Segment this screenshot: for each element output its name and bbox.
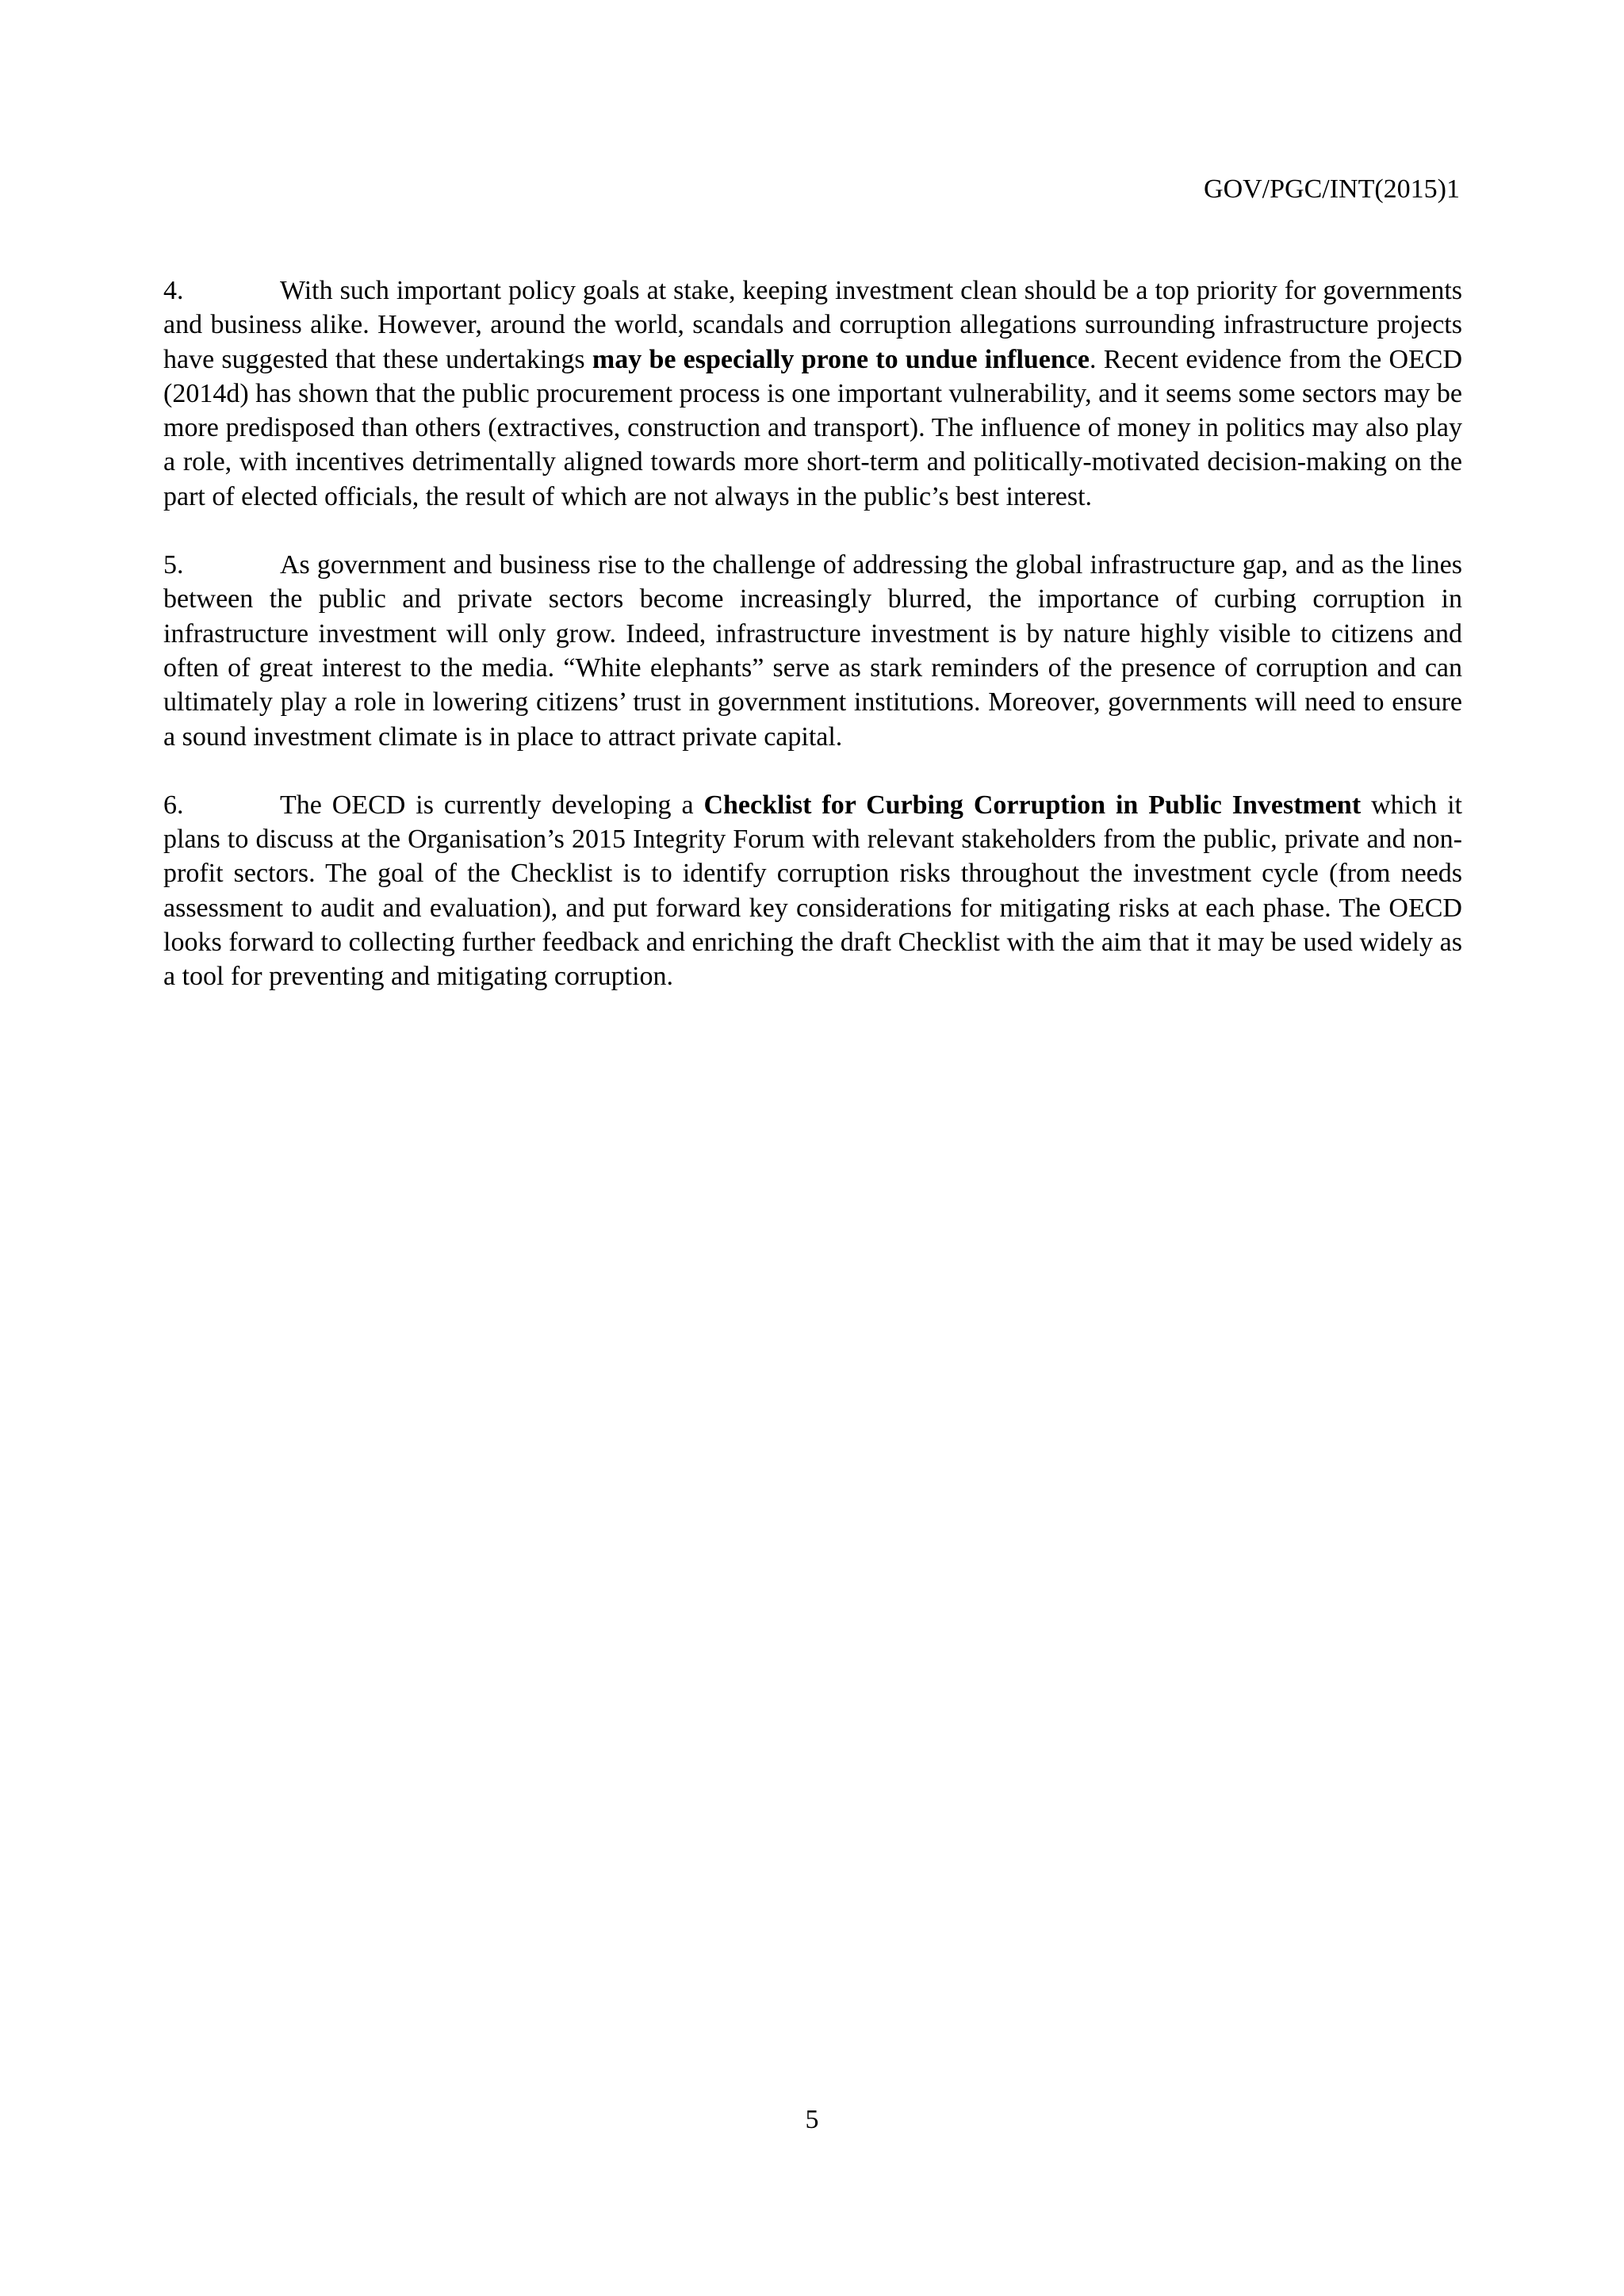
paragraph-number: 4. <box>163 276 184 305</box>
paragraph-text: As government and business rise to the challenge of addressing the global infrastructure gap, and as the lines between the public and private sectors become increasingly blurred, the importance of curbing corruption in infrastructure investment will only grow. Indeed, infrastructure investment is by nature highly visible to citizens and often of great interest to the media. “White elephants” serve as stark reminders of the presence of corruption and can ultimately play a role in lowering citizens’ trust in government institutions. Moreover, governments will need to ensure a sound investment climate is in place to attract private capital. <box>163 550 1462 752</box>
paragraph-bold-text: Checklist for Curbing Corruption in Public Investment <box>703 790 1362 820</box>
paragraph-bold-text: may be especially prone to undue influence <box>592 344 1090 374</box>
paragraph-text: . Recent evidence from the OECD (2014d) has shown that the public procurement process is one important vulnerability, and it seems some sectors may be more predisposed than others (extractives, construction and transport). The influence of money in politics may also play a role, with incentives detrimentally aligned towards more short-term and politically-motivated decision-making on the part of elected officials, the result of which are not always in the public’s best interest. <box>163 344 1463 511</box>
page-number: 5 <box>805 2105 819 2134</box>
paragraph-number: 6. <box>163 790 184 820</box>
paragraph-5 <box>163 548 1462 754</box>
paragraph-text: The OECD is currently developing a <box>280 790 704 820</box>
paragraph-4 <box>163 274 1462 514</box>
paragraph-text: which it plans to discuss at the Organisation’s 2015 Integrity Forum with relevant stakeholders from the public, private and non-profit sectors. The goal of the Checklist is to identify corruption risks throughout the investment cycle (from needs assessment to audit and evaluation), and put forward key considerations for mitigating risks at each phase. The OECD looks forward to collecting further feedback and enriching the draft Checklist with the aim that it may be used widely as a tool for preventing and mitigating corruption. <box>163 790 1462 992</box>
paragraph-number: 5. <box>163 550 184 580</box>
paragraph-6 <box>163 788 1462 994</box>
document-body <box>163 274 1462 1028</box>
document-reference: GOV/PGC/INT(2015)1 <box>1204 174 1460 204</box>
paragraph-text: With such important policy goals at stake, keeping investment clean should be a top priority for governments and business alike. However, around the world, scandals and corruption allegations surrounding infrastructure projects have suggested that these undertakings <box>163 276 1462 374</box>
